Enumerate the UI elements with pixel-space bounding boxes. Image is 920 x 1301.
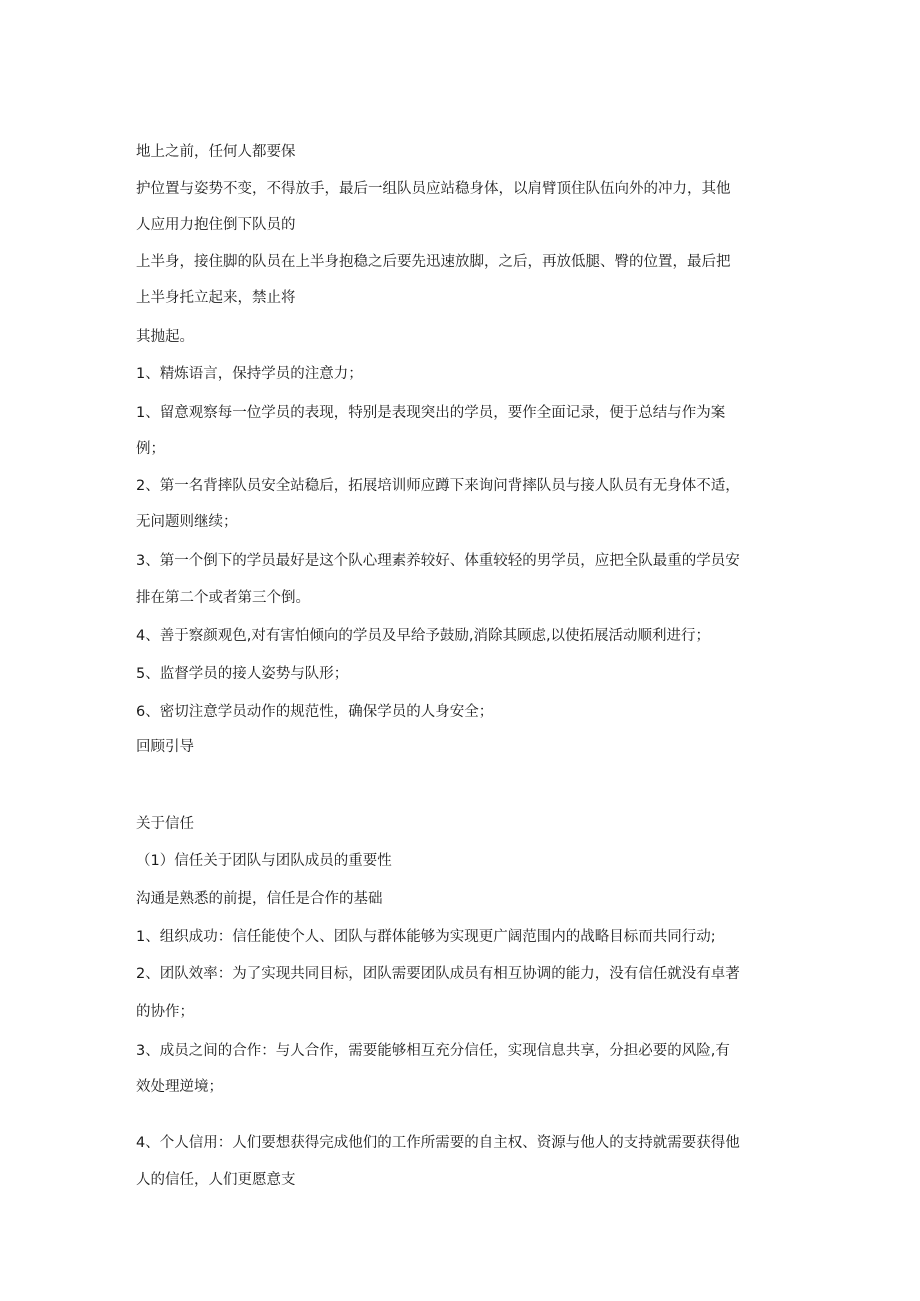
- text-line: 上半身，接住脚的队员在上半身抱稳之后要先迅速放脚，之后，再放低腿、臀的位置，最后把: [136, 253, 731, 270]
- text-line: 4、个人信用：人们要想获得完成他们的工作所需要的自主权、资源与他人的支持就需要获得他: [136, 1134, 740, 1151]
- subsection-heading: （1）信任关于团队与团队成员的重要性: [136, 852, 392, 869]
- text-line: 排在第二个或者第三个倒。: [136, 589, 310, 606]
- text-line: 人的信任，人们更愿意支: [136, 1171, 296, 1188]
- section-heading: 关于信任: [136, 815, 194, 832]
- text-line: 5、监督学员的接人姿势与队形；: [136, 665, 349, 682]
- text-line: 1、精炼语言，保持学员的注意力；: [136, 365, 363, 382]
- text-line: 人应用力抱住倒下队员的: [136, 216, 296, 233]
- text-line: 4、善于察颜观色,对有害怕倾向的学员及早给予鼓励,消除其顾虑,以使拓展活动顺利进行；: [136, 627, 711, 644]
- text-line: 3、第一个倒下的学员最好是这个队心理素养较好、体重较轻的男学员，应把全队最重的学员安: [136, 552, 740, 569]
- text-line: 例；: [136, 440, 165, 457]
- text-line: 沟通是熟悉的前提，信任是合作的基础: [136, 890, 383, 907]
- text-line: 效处理逆境；: [136, 1078, 223, 1095]
- text-line: 2、团队效率：为了实现共同目标，团队需要团队成员有相互协调的能力，没有信任就没有卓著: [136, 965, 740, 982]
- text-line: 的协作；: [136, 1003, 194, 1020]
- text-line: 1、留意观察每一位学员的表现，特别是表现突出的学员，要作全面记录，便于总结与作为案: [136, 404, 726, 421]
- section-heading: 回顾引导: [136, 738, 194, 755]
- text-line: 无问题则继续；: [136, 513, 238, 530]
- text-line: 1、组织成功：信任能使个人、团队与群体能够为实现更广阔范围内的战略目标而共同行动;: [136, 928, 716, 945]
- text-line: 3、成员之间的合作：与人合作，需要能够相互充分信任，实现信息共享，分担必要的风险,有: [136, 1042, 730, 1059]
- text-line: 其抛起。: [136, 328, 194, 345]
- text-line: 上半身托立起来，禁止将: [136, 289, 296, 306]
- text-line: 6、密切注意学员动作的规范性，确保学员的人身安全；: [136, 703, 494, 720]
- text-line: 地上之前，任何人都要保: [136, 143, 296, 160]
- text-line: 护位置与姿势不变，不得放手，最后一组队员应站稳身体，以肩臂顶住队伍向外的冲力，其他: [136, 180, 731, 197]
- text-line: 2、第一名背摔队员安全站稳后，拓展培训师应蹲下来询问背摔队员与接人队员有无身体不适，: [136, 477, 740, 494]
